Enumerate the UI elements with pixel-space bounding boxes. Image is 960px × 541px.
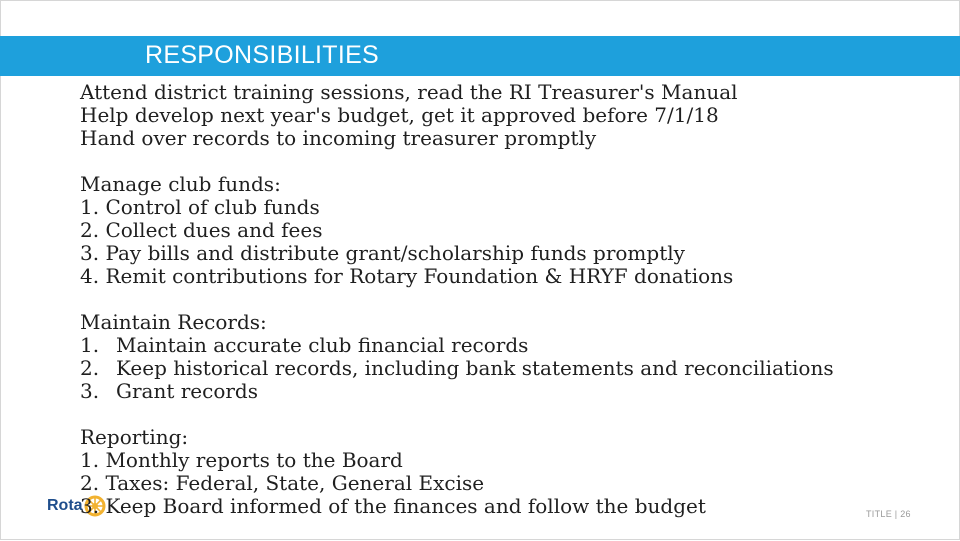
list-item: 3. Keep Board informed of the finances and follow the budget [80, 494, 706, 518]
list-item [80, 357, 940, 380]
slide-footer: TITLE | 26 [866, 509, 911, 519]
logo-text: Rota [47, 497, 83, 514]
list-item: 1. Monthly reports to the Board [80, 448, 403, 472]
title-bar [0, 36, 960, 76]
item-text: Maintain accurate club financial records [116, 333, 529, 357]
funds-heading: Manage club funds: [80, 172, 281, 196]
intro-line: Attend district training sessions, read the RI Treasurer's Manual [80, 80, 738, 104]
intro-section [80, 81, 940, 150]
slide-body [80, 81, 940, 541]
reporting-section [80, 426, 940, 518]
list-item: 2. Taxes: Federal, State, General Excise [80, 471, 485, 495]
item-text: Keep historical records, including bank statements and reconciliations [116, 356, 834, 380]
intro-line: Hand over records to incoming treasurer promptly [80, 126, 597, 150]
list-item [80, 380, 940, 403]
reporting-heading: Reporting: [80, 425, 189, 449]
list-item: 2. Collect dues and fees [80, 218, 323, 242]
item-number: 1. [80, 333, 100, 357]
slide-title: RESPONSIBILITIES [145, 41, 380, 69]
records-heading: Maintain Records: [80, 310, 267, 334]
list-item [80, 334, 940, 357]
item-number: 3. [80, 379, 100, 403]
list-item: 3. Pay bills and distribute grant/scholarship funds promptly [80, 241, 685, 265]
intro-line: Help develop next year's budget, get it approved before 7/1/18 [80, 103, 719, 127]
item-number: 2. [80, 356, 100, 380]
funds-section [80, 173, 940, 288]
list-item: 1. Control of club funds [80, 195, 320, 219]
item-text: Grant records [116, 379, 259, 403]
list-item: 4. Remit contributions for Rotary Foundation & HRYF donations [80, 264, 734, 288]
records-section [80, 311, 940, 403]
